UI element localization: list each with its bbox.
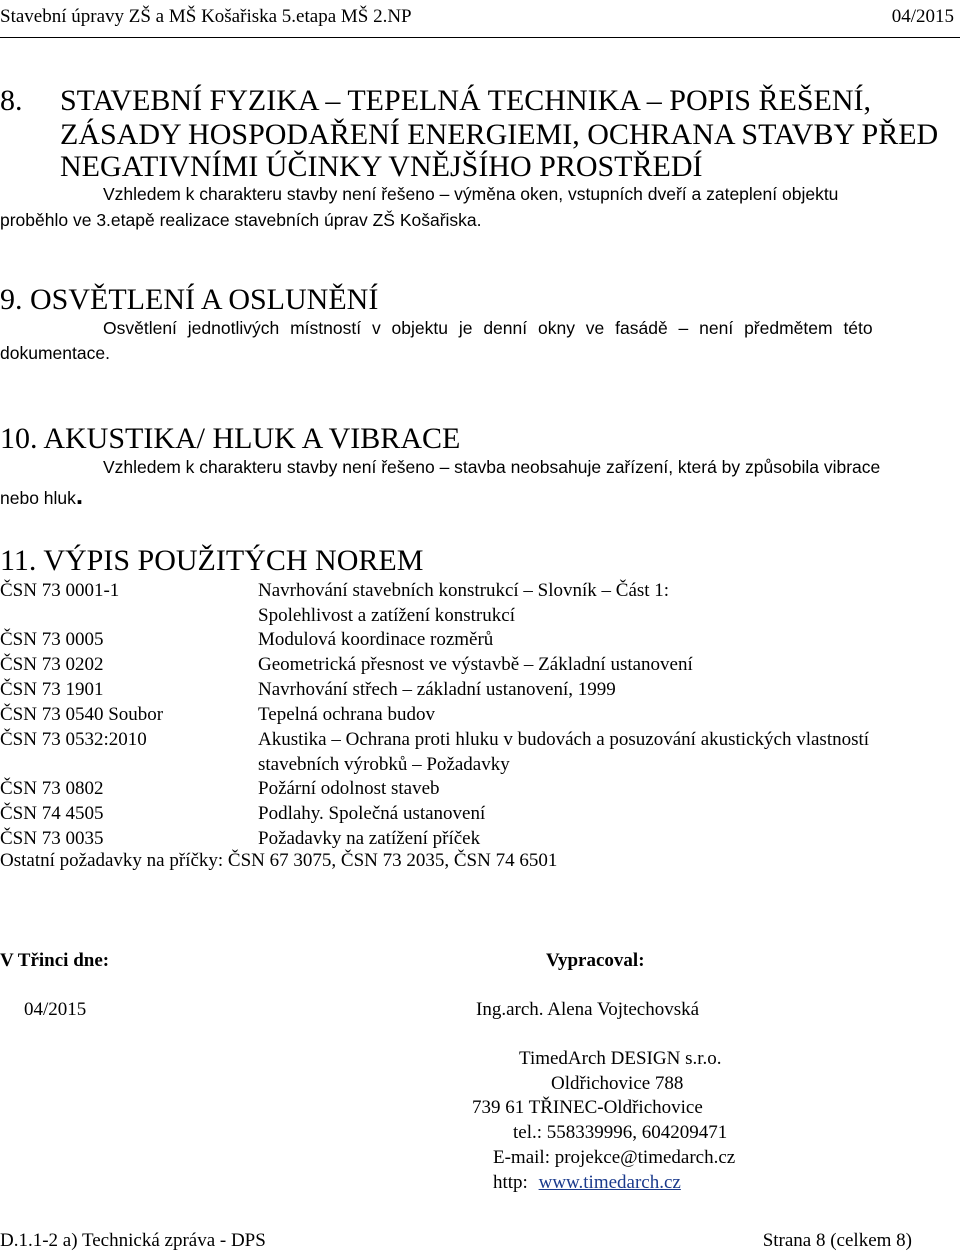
norm-description: Spolehlivost a zatížení konstrukcí bbox=[258, 605, 515, 626]
norm-description: Geometrická přesnost ve výstavbě – Základní ustanovení bbox=[258, 654, 693, 675]
section8-title-line2: ZÁSADY HOSPODAŘENÍ ENERGIEMI, OCHRANA STAVBY PŘED bbox=[60, 118, 939, 151]
section9-title: 9. OSVĚTLENÍ A OSLUNĚNÍ bbox=[0, 283, 379, 316]
norm-description: Akustika – Ochrana proti hluku v budovách a posuzování akustických vlastností bbox=[258, 729, 870, 750]
author-name: Ing.arch. Alena Vojtechovská bbox=[476, 999, 700, 1020]
norm-code: ČSN 73 0540 Soubor bbox=[0, 704, 164, 725]
footer-doc: D.1.1-2 a) Technická zpráva - DPS bbox=[0, 1230, 266, 1251]
section9-text-line1: Osvětlení jednotlivých místností v objektu je denní okny ve fasádě – není předmětem této bbox=[103, 318, 873, 338]
company-name: TimedArch DESIGN s.r.o. bbox=[519, 1048, 722, 1069]
section10-text-line2 bbox=[0, 480, 84, 510]
norm-code: ČSN 73 0202 bbox=[0, 654, 104, 675]
author-label: Vypracoval: bbox=[546, 950, 645, 971]
section10-title: 10. AKUSTIKA/ HLUK A VIBRACE bbox=[0, 422, 461, 455]
footer-page: Strana 8 (celkem 8) bbox=[762, 1230, 912, 1251]
company-phone: tel.: 558339996, 604209471 bbox=[513, 1122, 728, 1143]
norm-description: Navrhování stavebních konstrukcí – Slovník – Část 1: bbox=[258, 580, 670, 601]
section8-number: 8. bbox=[0, 84, 23, 117]
company-web-row bbox=[493, 1172, 681, 1194]
norm-description: stavebních výrobků – Požadavky bbox=[258, 754, 510, 775]
norm-description: Požární odolnost staveb bbox=[258, 778, 440, 799]
section10-text-line2-period: . bbox=[75, 480, 84, 510]
norm-code: ČSN 73 0035 bbox=[0, 828, 104, 849]
company-street: Oldřichovice 788 bbox=[551, 1073, 684, 1094]
norm-description: Požadavky na zatížení příček bbox=[258, 828, 481, 849]
norm-code: ČSN 73 0001-1 bbox=[0, 580, 120, 601]
norm-description: Tepelná ochrana budov bbox=[258, 704, 435, 725]
norm-code: ČSN 73 0005 bbox=[0, 629, 104, 650]
norm-code: ČSN 73 0532:2010 bbox=[0, 729, 147, 750]
norms-other: Ostatní požadavky na příčky: ČSN 67 3075, ČSN 73 2035, ČSN 74 6501 bbox=[0, 850, 558, 871]
company-city: 739 61 TŘINEC-Oldřichovice bbox=[472, 1097, 703, 1118]
signature-date: 04/2015 bbox=[24, 999, 87, 1020]
header-title: Stavební úpravy ZŠ a MŠ Košařiska 5.etapa MŠ 2.NP bbox=[0, 6, 412, 27]
header-date: 04/2015 bbox=[891, 6, 954, 27]
section8-title-line1: STAVEBNÍ FYZIKA – TEPELNÁ TECHNIKA – POPIS ŘEŠENÍ, bbox=[60, 84, 871, 117]
section10-text-line2-main: nebo hluk bbox=[0, 488, 76, 508]
norm-description: Navrhování střech – základní ustanovení, 1999 bbox=[258, 679, 616, 700]
web-label: http: bbox=[493, 1172, 528, 1193]
website-link[interactable]: www.timedarch.cz bbox=[538, 1172, 681, 1193]
section11-title: 11. VÝPIS POUŽITÝCH NOREM bbox=[0, 544, 424, 577]
norm-code: ČSN 74 4505 bbox=[0, 803, 104, 824]
section8-text-line1: Vzhledem k charakteru stavby není řešeno – výměna oken, vstupních dveří a zateplení objektu bbox=[103, 184, 839, 204]
norm-code: ČSN 73 0802 bbox=[0, 778, 104, 799]
section8-text-line2: proběhlo ve 3.etapě realizace stavebních úprav ZŠ Košařiska. bbox=[0, 210, 482, 230]
norm-code: ČSN 73 1901 bbox=[0, 679, 104, 700]
section10-text-line1: Vzhledem k charakteru stavby není řešeno – stavba neobsahuje zařízení, která by způsobila vibrace bbox=[103, 457, 881, 477]
company-email: E-mail: projekce@timedarch.cz bbox=[493, 1147, 736, 1168]
section8-title-line3: NEGATIVNÍMI ÚČINKY VNĚJŠÍHO PROSTŘEDÍ bbox=[60, 150, 703, 183]
section9-text-line2: dokumentace. bbox=[0, 343, 110, 363]
norm-description: Podlahy. Společná ustanovení bbox=[258, 803, 486, 824]
place-label: V Třinci dne: bbox=[0, 950, 110, 971]
norm-description: Modulová koordinace rozměrů bbox=[258, 629, 494, 650]
header-divider bbox=[0, 37, 960, 38]
